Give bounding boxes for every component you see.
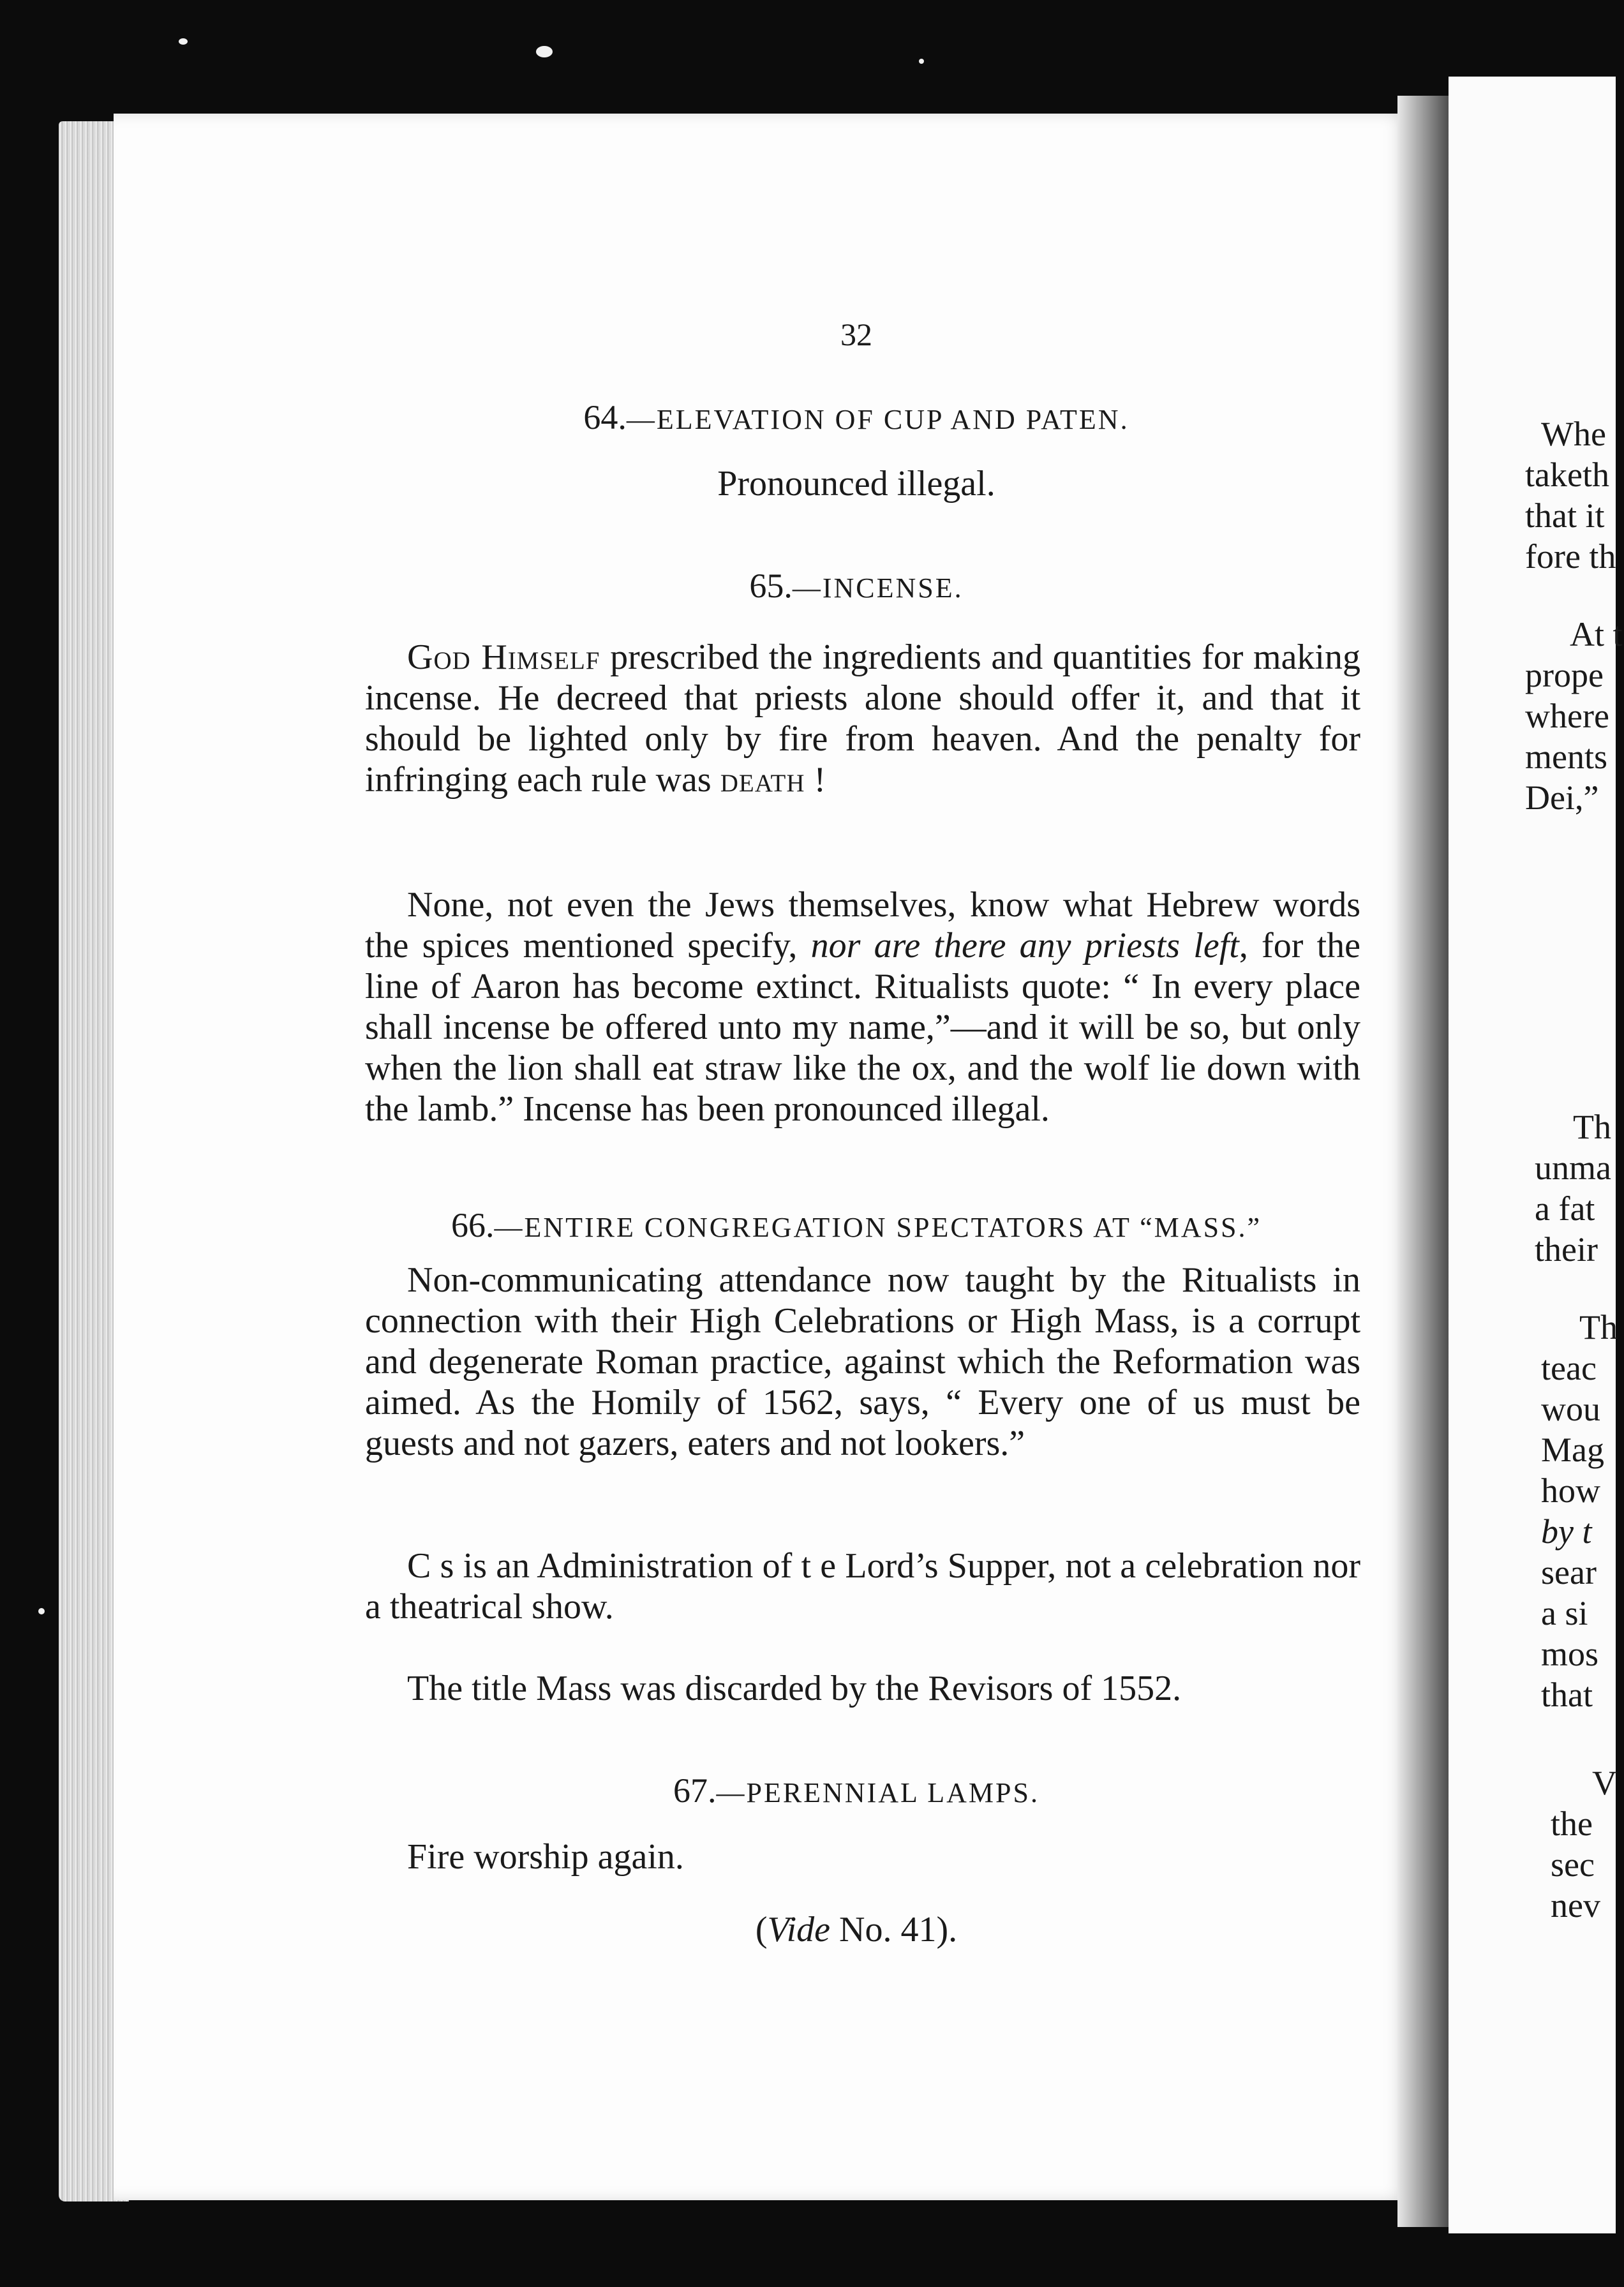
section-66-title: —ENTIRE CONGREGATION SPECTATORS AT “MASS.” <box>494 1212 1262 1243</box>
facing-line: how <box>1541 1471 1600 1510</box>
ref-open-paren: ( <box>755 1910 768 1949</box>
section-64-title: —ELEVATION OF CUP AND PATEN. <box>626 404 1129 435</box>
section-65-p1-end: ! <box>805 760 826 800</box>
page-number: 32 <box>840 317 872 352</box>
facing-line: Whe <box>1541 415 1606 453</box>
facing-line: ments <box>1525 738 1607 776</box>
facing-line: sec <box>1551 1845 1595 1884</box>
section-65-p1-text: prescribed the ingredients and quantities for making incense. He decreed that priests alone should offer it, and that it should be lighted only by fire from heaven. And the penalty for infringing each rule was <box>365 637 1360 800</box>
section-67-number: 67. <box>673 1771 717 1810</box>
facing-line: wou <box>1541 1390 1600 1428</box>
section-66-paragraph-1: Non-communicating attendance now taught by the Ritualists in connection with their High Celebrations or High Mass, is a corrupt and degenerate Roman practice, against which the Reformation was aimed. As the Homily of 1562, says, “ Every one of us must be guests and not gazers, eaters and not lookers.” <box>365 1260 1360 1463</box>
dust-speck <box>536 46 553 57</box>
facing-line: Th <box>1573 1108 1611 1146</box>
facing-line: unma <box>1535 1149 1611 1187</box>
facing-line: by t <box>1541 1512 1592 1551</box>
facing-line: Mag <box>1541 1431 1604 1469</box>
facing-line: nev <box>1551 1886 1600 1925</box>
facing-line: a si <box>1541 1594 1588 1632</box>
section-67-title: —PERENNIAL LAMPS. <box>716 1777 1039 1808</box>
dust-speck <box>919 59 924 64</box>
facing-line: that <box>1541 1676 1593 1714</box>
section-65-p2-text-b: , for the line of Aaron has become extinct. Ritualists quote: “ In every place shall incense be offered unto my name,”—and it will be so, but only when the lion shall eat straw like the ox, and the wolf lie down with the lamb.” Incense has been pronounced illegal. <box>365 926 1360 1129</box>
section-65-heading <box>365 565 1348 609</box>
section-65-paragraph-1 <box>365 637 1360 800</box>
section-67-heading <box>365 1770 1348 1814</box>
section-65-number: 65. <box>749 567 793 605</box>
section-66-heading <box>365 1205 1348 1248</box>
section-67-reference <box>365 1909 1348 1950</box>
facing-line: V <box>1592 1764 1617 1802</box>
section-64-body: Pronounced illegal. <box>717 464 995 503</box>
facing-line: the <box>1551 1805 1593 1843</box>
facing-line: their <box>1535 1230 1598 1269</box>
dust-speck <box>38 1608 45 1614</box>
facing-line: mos <box>1541 1635 1599 1673</box>
facing-line: At t <box>1570 615 1623 653</box>
section-66-paragraph-2: C s is an Administration of t e Lord’s Supper, not a celebration nor a theatrical show. <box>365 1546 1360 1627</box>
section-65-paragraph-2 <box>365 884 1360 1129</box>
section-65-title: —INCENSE. <box>792 572 964 604</box>
facing-line: sear <box>1541 1553 1597 1591</box>
ref-vide: Vide <box>767 1910 831 1949</box>
section-64-number: 64. <box>583 398 627 436</box>
facing-line: where <box>1525 697 1609 735</box>
book-gutter <box>1397 96 1455 2227</box>
section-65-lead-words: God Himself <box>407 637 600 677</box>
section-65-p2-italic: nor are there any priests left <box>810 926 1239 965</box>
facing-line: that it <box>1525 496 1605 535</box>
facing-line: prope <box>1525 656 1604 694</box>
section-67-body: Fire worship again. <box>407 1837 684 1877</box>
facing-line: Th <box>1579 1308 1618 1346</box>
dust-speck <box>179 38 188 45</box>
section-66-paragraph-3: The title Mass was discarded by the Revisors of 1552. <box>407 1669 1182 1708</box>
section-65-death-word: death <box>720 760 805 800</box>
facing-line: Dei,” <box>1525 778 1599 817</box>
section-64-heading <box>365 397 1348 440</box>
facing-line: a fat <box>1535 1189 1595 1228</box>
facing-line: taketh <box>1525 456 1609 494</box>
facing-line: fore th <box>1525 537 1616 576</box>
ref-number: No. 41). <box>830 1910 958 1949</box>
section-66-number: 66. <box>451 1206 495 1244</box>
facing-line: teac <box>1541 1349 1597 1387</box>
section-65-p2-text-a: None, not even the Jews themselves, know what Hebrew words the spices mentioned specify, <box>365 885 1360 965</box>
